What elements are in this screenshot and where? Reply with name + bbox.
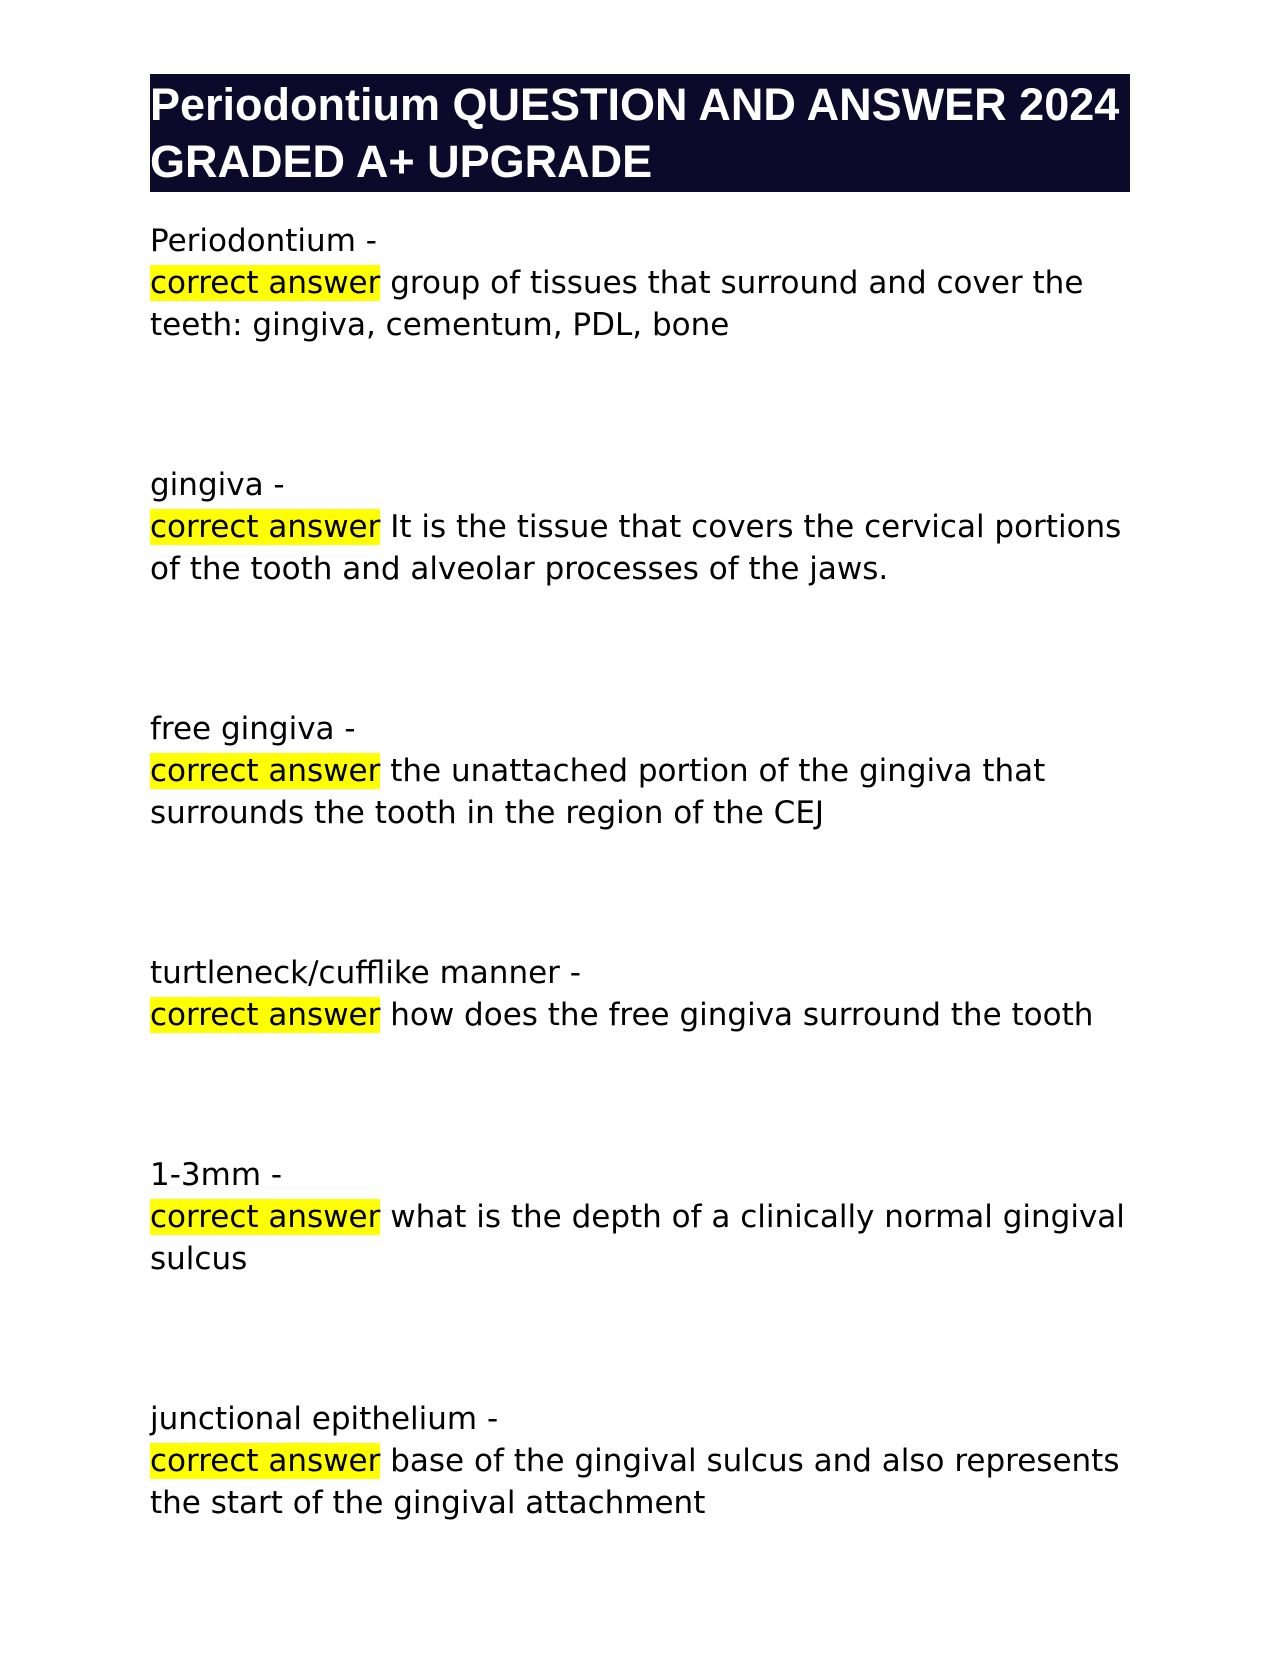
qa-answer-line	[150, 750, 1130, 834]
qa-item	[150, 1398, 1130, 1524]
qa-answer-line	[150, 994, 1130, 1036]
correct-answer-highlight: correct answer	[150, 753, 381, 789]
qa-answer-text: It is the tissue that covers the cervical portions of the tooth and alveolar processes of the jaws.	[150, 509, 1122, 587]
qa-term: 1-3mm -	[150, 1157, 283, 1193]
document-title: Periodontium QUESTION AND ANSWER 2024 GRADED A+ UPGRADE	[150, 74, 1130, 192]
qa-item	[150, 708, 1130, 834]
qa-term: junctional epithelium -	[150, 1401, 499, 1437]
qa-answer-text: how does the free gingiva surround the tooth	[390, 997, 1094, 1033]
qa-answer-line	[150, 1196, 1130, 1280]
qa-answer-text: the unattached portion of the gingiva that surrounds the tooth in the region of the CEJ	[150, 753, 1046, 831]
qa-item	[150, 220, 1130, 346]
qa-item	[150, 952, 1130, 1036]
correct-answer-highlight: correct answer	[150, 1443, 381, 1479]
qa-answer-text: what is the depth of a clinically normal gingival sulcus	[150, 1199, 1125, 1277]
correct-answer-highlight: correct answer	[150, 265, 381, 301]
correct-answer-highlight: correct answer	[150, 1199, 381, 1235]
qa-term: gingiva -	[150, 467, 285, 503]
qa-term: turtleneck/cufflike manner -	[150, 955, 581, 991]
qa-answer-text: group of tissues that surround and cover the teeth: gingiva, cementum, PDL, bone	[150, 265, 1084, 343]
qa-answer-text: base of the gingival sulcus and also represents the start of the gingival attachment	[150, 1443, 1120, 1521]
correct-answer-highlight: correct answer	[150, 509, 381, 545]
qa-answer-line	[150, 506, 1130, 590]
correct-answer-highlight: correct answer	[150, 997, 381, 1033]
document-page	[150, 74, 1130, 1642]
qa-list	[150, 220, 1130, 1524]
qa-answer-line	[150, 262, 1130, 346]
qa-item	[150, 464, 1130, 590]
qa-term: Periodontium -	[150, 223, 377, 259]
qa-term: free gingiva -	[150, 711, 356, 747]
qa-answer-line	[150, 1440, 1130, 1524]
qa-item	[150, 1154, 1130, 1280]
